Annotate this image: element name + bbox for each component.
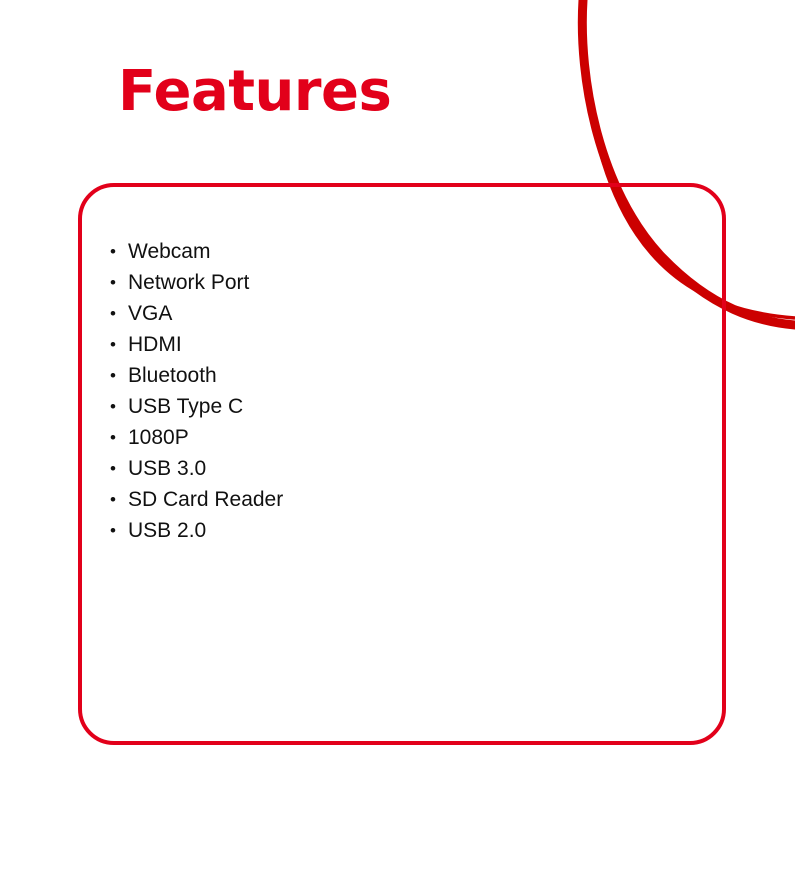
- list-item: [110, 267, 283, 298]
- bullet-icon: •: [110, 304, 116, 323]
- list-item-label: VGA: [128, 302, 173, 325]
- list-item: [110, 515, 283, 546]
- list-item-label: Webcam: [128, 240, 211, 263]
- list-item-label: 1080P: [128, 426, 189, 449]
- list-item: [110, 453, 283, 484]
- list-item-label: USB 2.0: [128, 519, 207, 542]
- bullet-icon: •: [110, 428, 116, 447]
- bullet-icon: •: [110, 397, 116, 416]
- list-item-label: SD Card Reader: [128, 488, 284, 511]
- bullet-icon: •: [110, 335, 116, 354]
- list-item: [110, 484, 283, 515]
- list-item: [110, 391, 283, 422]
- list-item-label: Network Port: [128, 271, 250, 294]
- list-item: [110, 422, 283, 453]
- list-item-label: Bluetooth: [128, 364, 217, 387]
- bullet-icon: •: [110, 490, 116, 509]
- bullet-icon: •: [110, 273, 116, 292]
- list-item: [110, 236, 283, 267]
- bullet-icon: •: [110, 366, 116, 385]
- list-item: [110, 360, 283, 391]
- bullet-icon: •: [110, 242, 116, 261]
- list-item-label: HDMI: [128, 333, 182, 356]
- list-item-label: USB Type C: [128, 395, 244, 418]
- list-item: [110, 298, 283, 329]
- list-item-label: USB 3.0: [128, 457, 207, 480]
- list-item: [110, 329, 283, 360]
- bullet-icon: •: [110, 521, 116, 540]
- bullet-icon: •: [110, 459, 116, 478]
- features-list: [110, 236, 283, 546]
- page-title: Features: [118, 59, 392, 124]
